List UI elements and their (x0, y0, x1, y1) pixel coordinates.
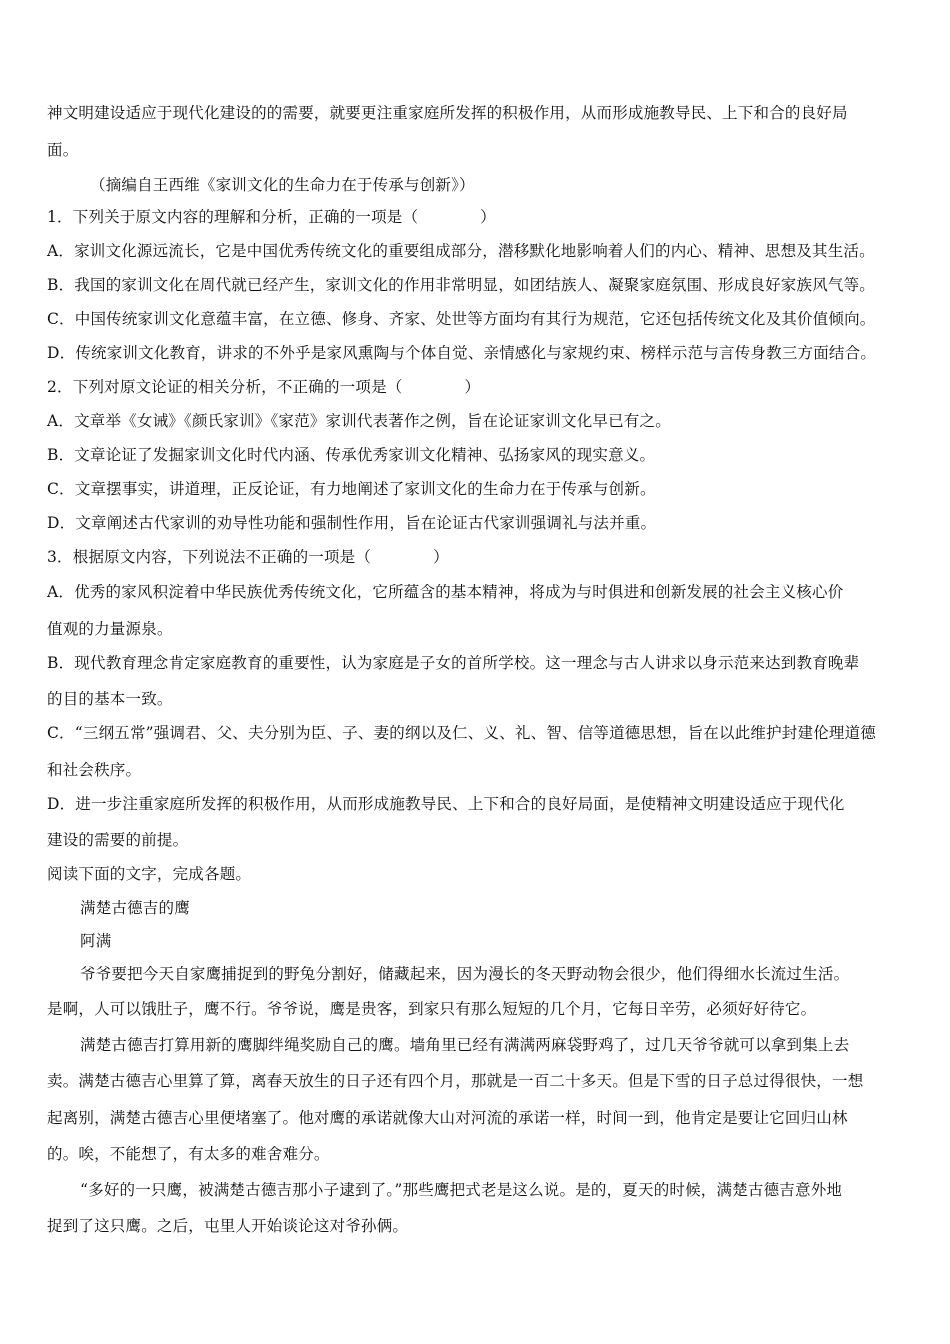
passage-source: （摘编自王西维《家训文化的生命力在于传承与创新》） (90, 176, 475, 194)
question-3-option-c-line-2: 和社会秩序。 (47, 761, 142, 779)
question-1-option-c: C．中国传统家训文化意蕴丰富，在立德、修身、齐家、处世等方面均有其行为规范，它还包括传统文化及其价值倾向。 (47, 310, 876, 328)
intro-passage-line-2: 面。 (47, 141, 79, 159)
story-paragraph-2-line-2: 卖。满楚古德吉心里算了算，离春天放生的日子还有四个月，那就是一百二十多天。但是下雪的日子总过得很快，一想 (47, 1072, 864, 1090)
question-1-stem (47, 207, 920, 227)
question-3-stem-close: ） (433, 548, 449, 566)
question-2-stem-text: 2．下列对原文论证的相关分析，不正确的一项是（ (47, 378, 403, 396)
intro-passage-line-1: 神文明建设适应于现代化建设的的需要，就要更注重家庭所发挥的积极作用，从而形成施教导民、上下和合的良好局 (47, 104, 848, 122)
question-3-stem (47, 547, 920, 567)
question-1-option-b: B．我国的家训文化在周代就已经产生，家训文化的作用非常明显，如团结族人、凝聚家庭氛围、形成良好家族风气等。 (47, 276, 875, 294)
question-2-stem-close: ） (464, 378, 481, 396)
question-3-option-d-line-1: D．进一步注重家庭所发挥的积极作用，从而形成施教导民、上下和合的良好局面，是使精神文明建设适应于现代化 (47, 795, 845, 813)
question-2-option-a: A．文章举《女诫》《颜氏家训》《家范》家训代表著作之例，旨在论证家训文化早已有之。 (47, 412, 671, 430)
reading-instruction: 阅读下面的文字，完成各题。 (47, 865, 252, 883)
story-paragraph-2-line-3: 起离别，满楚古德吉心里便堵塞了。他对鹰的承诺就像大山对河流的承诺一样，时间一到，他肯定是要让它回归山林 (47, 1109, 848, 1127)
story-paragraph-2-line-1: 满楚古德吉打算用新的鹰脚绊绳奖励自己的鹰。墙角里已经有满满两麻袋野鸡了，过几天爷爷就可以拿到集上去 (80, 1036, 850, 1054)
story-author: 阿满 (80, 932, 112, 950)
question-3-stem-text: 3．根据原文内容，下列说法不正确的一项是（ (47, 548, 372, 566)
question-2-option-b: B．文章论证了发掘家训文化时代内涵、传承优秀家训文化精神、弘扬家风的现实意义。 (47, 446, 656, 464)
question-3-option-b-line-1: B．现代教育理念肯定家庭教育的重要性，认为家庭是子女的首所学校。这一理念与古人讲求以身示范来达到教育晚辈 (47, 654, 860, 672)
question-1-stem-close: ） (480, 208, 496, 226)
story-paragraph-3-line-2: 捉到了这只鹰。之后，屯里人开始谈论这对爷孙俩。 (47, 1217, 409, 1235)
question-3-option-a-line-2: 值观的力量源泉。 (47, 620, 173, 638)
question-3-option-c-line-1: C．“三纲五常”强调君、父、夫分别为臣、子、妻的纲以及仁、义、礼、智、信等道德思想，旨在以此维护封建伦理道德 (47, 724, 877, 742)
question-3-option-d-line-2: 建设的需要的前提。 (47, 831, 189, 849)
question-1-stem-text: 1．下列关于原文内容的理解和分析，正确的一项是（ (47, 208, 419, 226)
story-paragraph-1-line-1: 爷爷要把今天自家鹰捕捉到的野兔分割好，储藏起来，因为漫长的冬天野动物会很少，他们得细水长流过生活。 (80, 965, 850, 983)
story-title: 满楚古德吉的鹰 (80, 899, 190, 917)
question-2-option-d: D．文章阐述古代家训的劝导性功能和强制性作用，旨在论证古代家训强调礼与法并重。 (47, 514, 657, 532)
question-3-option-a-line-1: A．优秀的家风积淀着中华民族优秀传统文化，它所蕴含的基本精神，将成为与时俱进和创新发展的社会主义核心价 (47, 583, 844, 601)
story-paragraph-1-line-2: 是啊，人可以饿肚子，鹰不行。爷爷说，鹰是贵客，到家只有那么短短的几个月，它每日辛劳，必须好好待它。 (47, 1000, 817, 1018)
question-1-option-a: A．家训文化源远流长，它是中国优秀传统文化的重要组成部分，潜移默化地影响着人们的内心、精神、思想及其生活。 (47, 242, 875, 260)
question-3-option-b-line-2: 的目的基本一致。 (47, 690, 173, 708)
question-2-option-c: C．文章摆事实，讲道理，正反论证，有力地阐述了家训文化的生命力在于传承与创新。 (47, 480, 656, 498)
story-paragraph-2-line-4: 的。唉，不能想了，有太多的难舍难分。 (47, 1145, 330, 1163)
question-2-stem (47, 377, 920, 397)
question-1-option-d: D．传统家训文化教育，讲求的不外乎是家风熏陶与个体自觉、亲情感化与家规约束、榜样示范与言传身教三方面结合。 (47, 344, 877, 362)
story-paragraph-3-line-1: “多好的一只鹰，被满楚古德吉那小子逮到了。”那些鹰把式老是这么说。是的，夏天的时候，满楚古德吉意外地 (80, 1181, 843, 1199)
